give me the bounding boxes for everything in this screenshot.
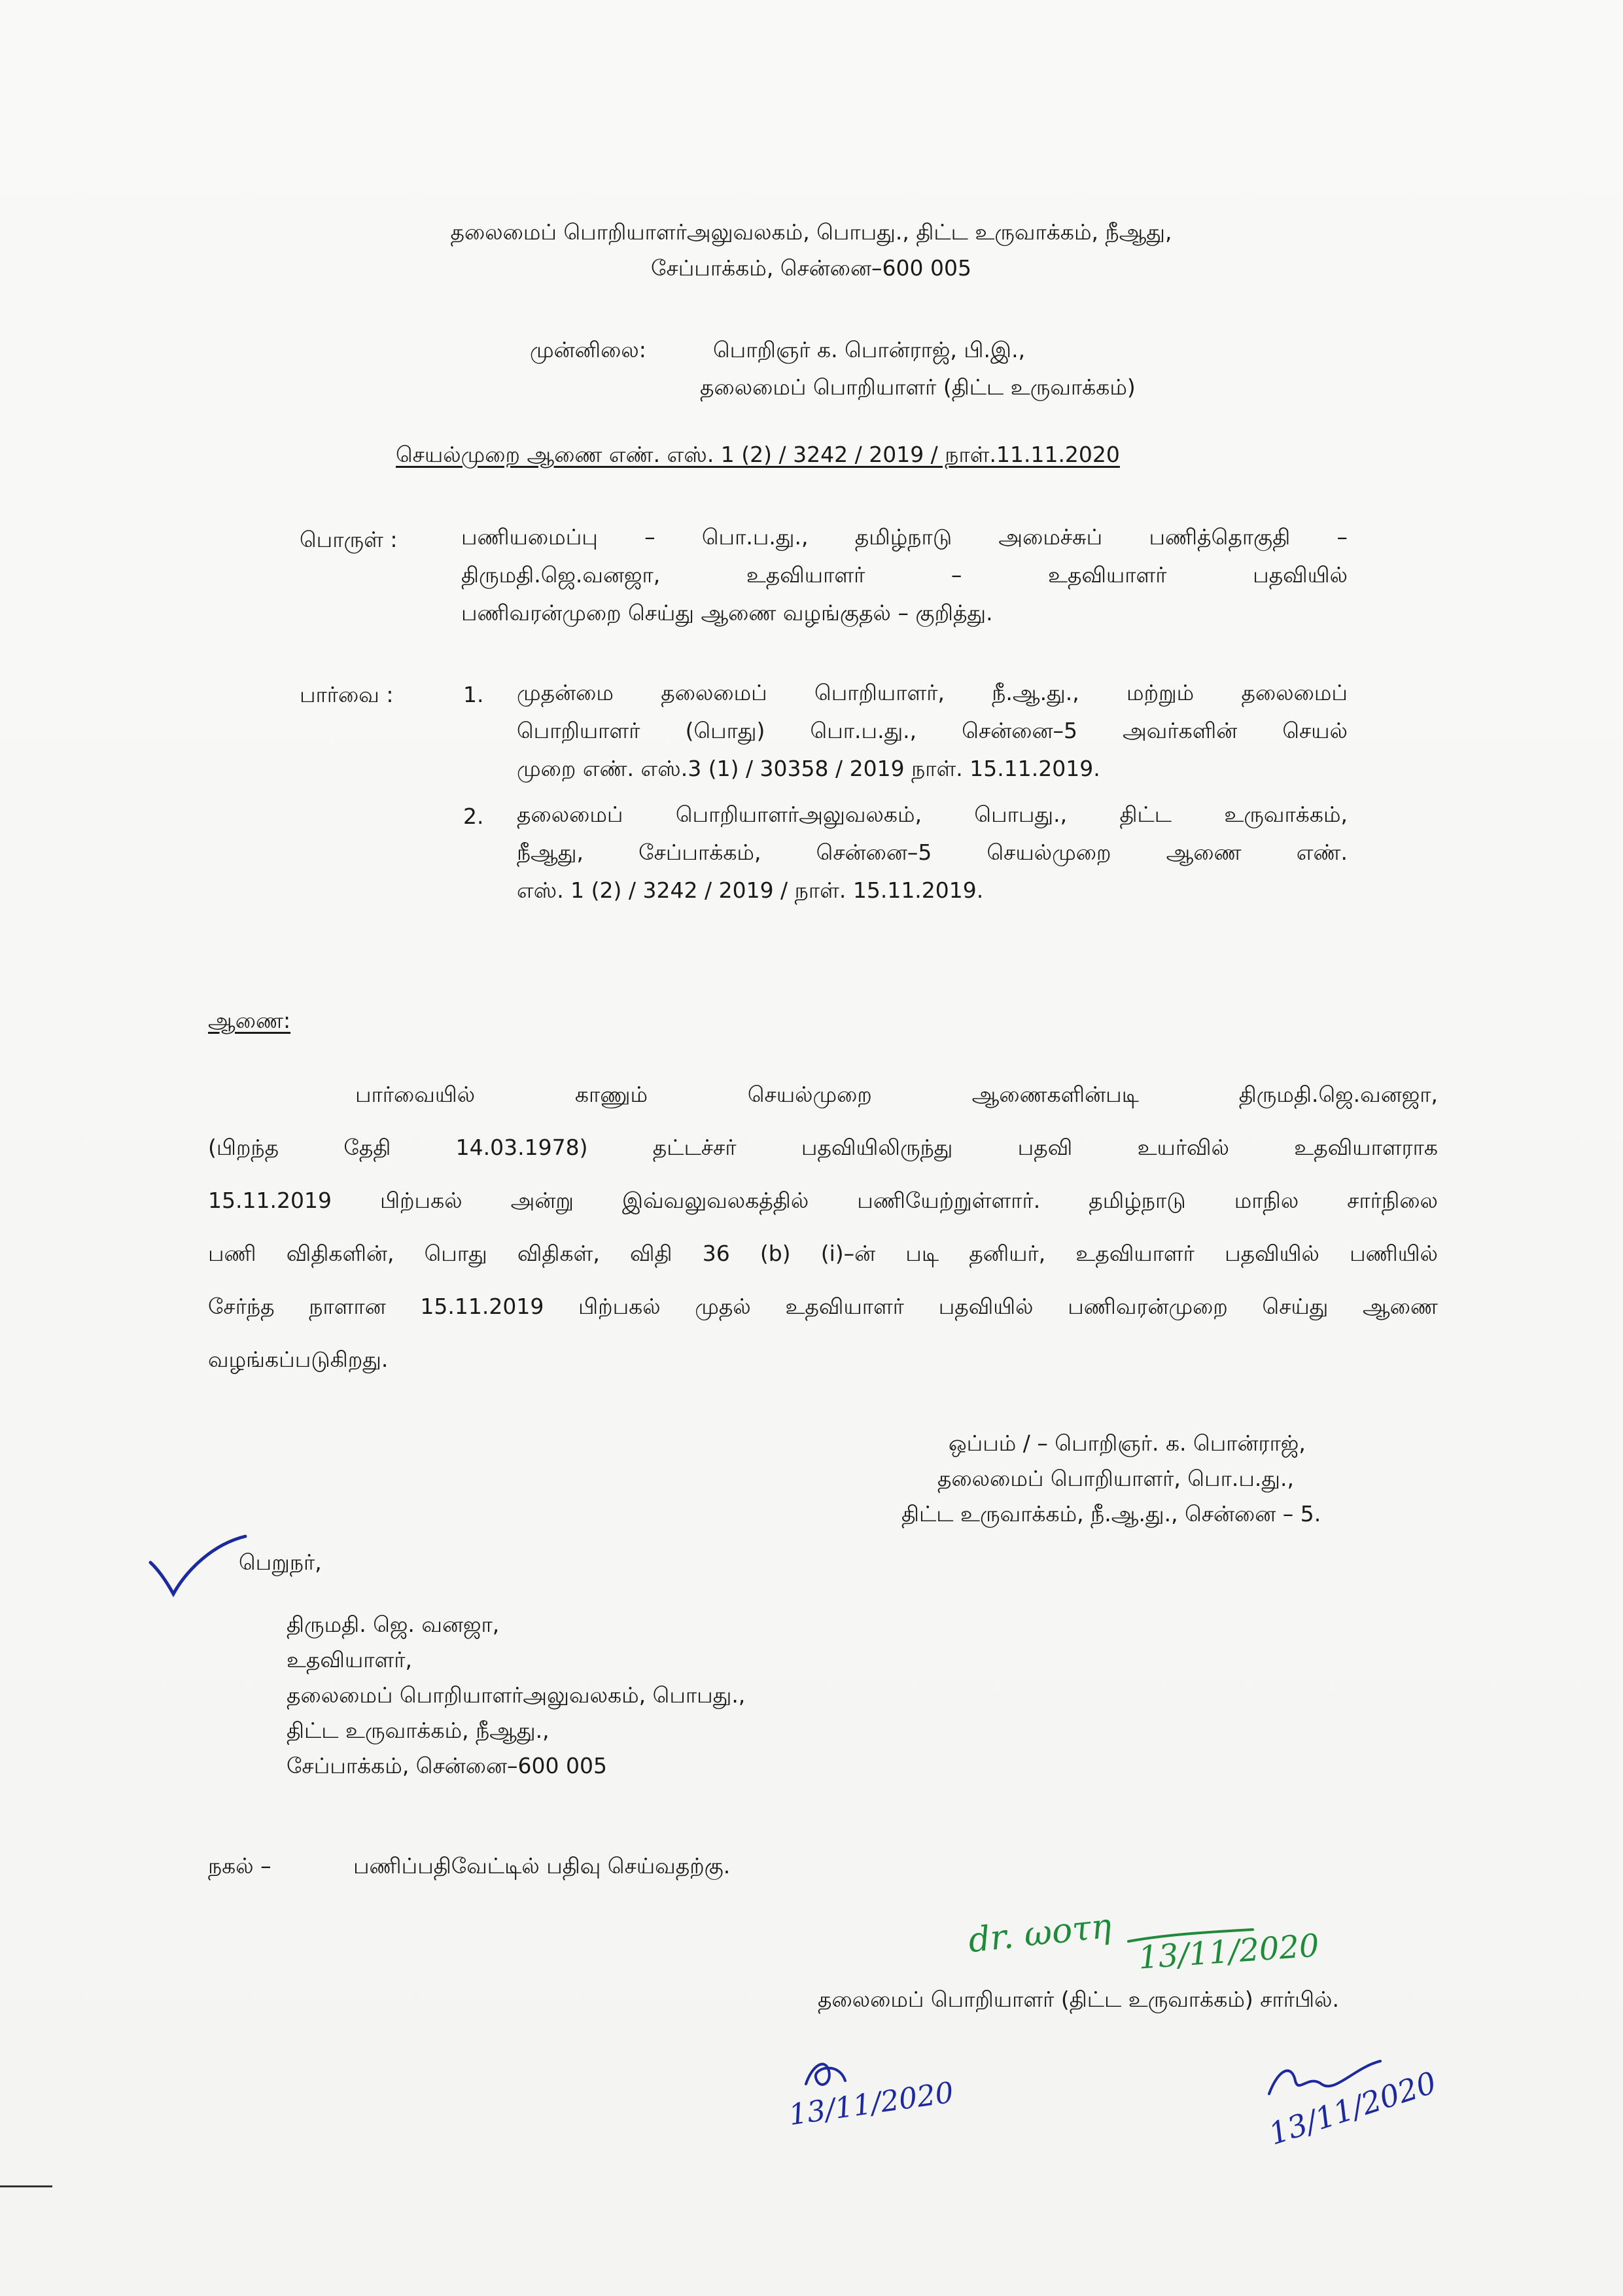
reference-line: முதன்மை தலைமைப் பொறியாளர், நீ.ஆ.து., மற்றும் தலைமைப் [517, 680, 1348, 705]
handwritten-date: 13/11/2020 [1137, 1927, 1321, 1977]
handwritten-date-left: 13/11/2020 [786, 2075, 956, 2132]
order-reference: செயல்முறை ஆணை எண். எஸ். 1 (2) / 3242 / 2019 / நாள்.11.11.2020 [396, 442, 1120, 467]
order-line: சேர்ந்த நாளான 15.11.2019 பிற்பகல் முதல் உதவியாளர் பதவியில் பணிவரன்முறை செய்து ஆணை [208, 1294, 1438, 1319]
header-line-1: தலைமைப் பொறியாளர்அலுவலகம், பொபது., திட்ட உருவாக்கம், நீஆது, [450, 219, 1172, 245]
copy-text: பணிப்பதிவேட்டில் பதிவு செய்வதற்கு. [353, 1853, 731, 1879]
signature-line-3: திட்ட உருவாக்கம், நீ.ஆ.து., சென்னை – 5. [901, 1501, 1321, 1527]
subject-text [461, 518, 1348, 632]
order-body [208, 1068, 1438, 1386]
reference-line: எஸ். 1 (2) / 3242 / 2019 / நாள். 15.11.2019. [517, 877, 984, 903]
scan-edge-line [0, 2185, 52, 2187]
subject-line: பணிவரன்முறை செய்து ஆணை வழங்குதல் – குறித்து. [461, 600, 993, 626]
recipient-line: திருமதி. ஜெ. வனஜா, [287, 1612, 500, 1637]
reference-number-1: 1. [463, 682, 484, 707]
reference-text-1 [517, 674, 1348, 788]
recipient-line: சேப்பாக்கம், சென்னை–600 005 [287, 1753, 607, 1778]
handwritten-underline [1125, 1927, 1256, 1947]
signature-line-1: ஒப்பம் / – பொறிஞர். க. பொன்ராஜ், [949, 1430, 1306, 1456]
presence-name: பொறிஞர் க. பொன்ராஜ், பி.இ., [713, 337, 1026, 362]
reference-line: நீஆது, சேப்பாக்கம், சென்னை–5 செயல்முறை ஆணை எண். [517, 839, 1348, 865]
handwritten-date-right: 13/11/2020 [1265, 2064, 1440, 2152]
reference-line: தலைமைப் பொறியாளர்அலுவலகம், பொபது., திட்ட உருவாக்கம், [517, 802, 1348, 827]
order-line: (பிறந்த தேதி 14.03.1978) தட்டச்சர் பதவியிலிருந்து பதவி உயர்வில் உதவியாளராக [208, 1135, 1438, 1160]
copy-label: நகல் – [208, 1853, 271, 1879]
presence-label: முன்னிலை: [530, 337, 646, 362]
recipient-line: உதவியாளர், [287, 1647, 413, 1672]
order-line: வழங்கப்படுகிறது. [208, 1347, 389, 1372]
order-line: பணி விதிகளின், பொது விதிகள், விதி 36 (b) (i)–ன் படி தனியர், உதவியாளர் பதவியில் பணியில் [208, 1241, 1438, 1266]
subject-line: திருமதி.ஜெ.வனஜா, உதவியாளர் – உதவியாளர் பதவியில் [461, 562, 1348, 588]
header-line-2: சேப்பாக்கம், சென்னை–600 005 [651, 255, 971, 281]
subject-label: பொருள் : [300, 527, 398, 552]
order-heading: ஆணை: [208, 1008, 291, 1033]
subject-line: பணியமைப்பு – பொ.ப.து., தமிழ்நாடு அமைச்சுப் பணித்தொகுதி – [461, 524, 1348, 550]
reference-line: பொறியாளர் (பொது) பொ.ப.து., சென்னை–5 அவர்களின் செயல் [517, 718, 1348, 743]
tick-mark-icon [147, 1531, 252, 1603]
recipient-line: திட்ட உருவாக்கம், நீஆது., [287, 1718, 550, 1743]
references-label: பார்வை : [300, 682, 394, 707]
handwritten-initials: dr. ωοτη [966, 1906, 1113, 1961]
order-line: பார்வையில் காணும் செயல்முறை ஆணைகளின்படி திருமதி.ஜெ.வனஜா, [355, 1082, 1438, 1107]
reference-text-2 [517, 796, 1348, 910]
signature-line-2: தலைமைப் பொறியாளர், பொ.ப.து., [937, 1466, 1294, 1491]
order-line: 15.11.2019 பிற்பகல் அன்று இவ்வலுவலகத்தில் பணியேற்றுள்ளார். தமிழ்நாடு மாநில சார்நிலை [208, 1188, 1438, 1213]
reference-line: முறை எண். எஸ்.3 (1) / 30358 / 2019 நாள். 15.11.2019. [517, 756, 1100, 781]
presence-designation: தலைமைப் பொறியாளர் (திட்ட உருவாக்கம்) [700, 374, 1136, 400]
recipient-line: தலைமைப் பொறியாளர்அலுவலகம், பொபது., [287, 1682, 746, 1708]
recipient-label: பெறுநர், [239, 1549, 322, 1575]
reference-number-2: 2. [463, 804, 484, 829]
on-behalf-line: தலைமைப் பொறியாளர் (திட்ட உருவாக்கம்) சார்பில். [818, 1987, 1340, 2012]
